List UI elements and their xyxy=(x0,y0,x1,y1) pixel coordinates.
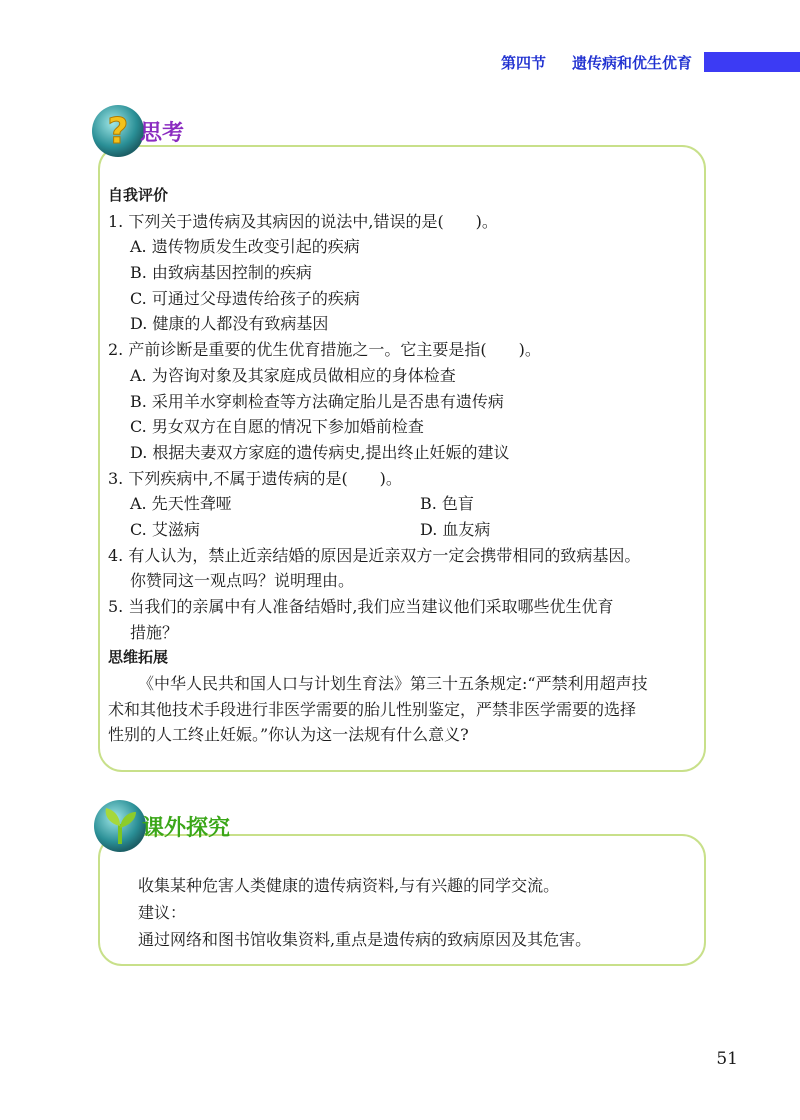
header-accent-bar xyxy=(704,52,800,72)
q1-stem: 1. 下列关于遗传病及其病因的说法中,错误的是( )。 xyxy=(108,211,498,231)
svg-text:?: ? xyxy=(107,111,129,152)
q3-option-d: D. 血友病 xyxy=(420,519,491,539)
q5-line-2: 措施？ xyxy=(130,622,179,642)
think-label: 思考 xyxy=(140,120,185,146)
section-number: 第四节 xyxy=(500,53,546,72)
suggest-text: 通过网络和图书馆收集资料,重点是遗传病的致病原因及其危害。 xyxy=(138,930,592,949)
q3-options-row-1 xyxy=(108,491,696,517)
q1-option-b: B. 由致病基因控制的疾病 xyxy=(130,263,312,283)
extend-line-1: 《中华人民共和国人口与计划生育法》第三十五条规定:“严禁利用超声技 xyxy=(138,674,648,694)
q3-stem: 3. 下列疾病中,不属于遗传病的是( )。 xyxy=(108,468,402,488)
page-number: 51 xyxy=(716,1049,738,1069)
q2-option-c: C. 男女双方在自愿的情况下参加婚前检查 xyxy=(130,417,424,437)
q2-stem: 2. 产前诊断是重要的优生优育措施之一。它主要是指( )。 xyxy=(108,340,541,360)
question-mark-icon xyxy=(90,103,146,159)
q1-option-a: A. 遗传物质发生改变引起的疾病 xyxy=(130,237,360,257)
extend-line-3: 性别的人工终止妊娠。”你认为这一法规有什么意义? xyxy=(108,725,469,745)
extend-line-2: 术和其他技术手段进行非医学需要的胎儿性别鉴定，严禁非医学需要的选择 xyxy=(108,699,637,719)
explore-label: 课外探究 xyxy=(142,815,231,841)
q1-option-d: D. 健康的人都没有致病基因 xyxy=(130,314,329,334)
explore-line-1: 收集某种危害人类健康的遗传病资料,与有兴趣的同学交流。 xyxy=(138,876,560,895)
explore-content xyxy=(138,872,591,953)
extend-heading: 思维拓展 xyxy=(108,648,169,667)
sprout-icon xyxy=(92,798,148,854)
q3-option-b: B. 色盲 xyxy=(420,494,474,514)
q2-option-a: A. 为咨询对象及其家庭成员做相应的身体检查 xyxy=(130,365,456,385)
q3-option-c: C. 艾滋病 xyxy=(130,519,200,539)
section-title: 遗传病和优生优育 xyxy=(571,53,692,72)
think-content xyxy=(108,183,696,748)
suggest-label: 建议： xyxy=(138,903,187,922)
q1-option-c: C. 可通过父母遗传给孩子的疾病 xyxy=(130,288,360,308)
think-badge xyxy=(90,103,184,159)
explore-badge xyxy=(92,798,230,854)
q4-line-1: 4. 有人认为，禁止近亲结婚的原因是近亲双方一定会携带相同的致病基因。 xyxy=(108,545,641,565)
q2-option-b: B. 采用羊水穿刺检查等方法确定胎儿是否患有遗传病 xyxy=(130,391,504,411)
q2-option-d: D. 根据夫妻双方家庭的遗传病史,提出终止妊娠的建议 xyxy=(130,442,510,462)
q4-line-2: 你赞同这一观点吗？说明理由。 xyxy=(130,571,355,591)
self-eval-heading: 自我评价 xyxy=(108,186,169,204)
q3-option-a: A. 先天性聋哑 xyxy=(130,494,232,514)
page-header xyxy=(501,50,800,74)
q3-options-row-2 xyxy=(108,517,696,543)
q5-line-1: 5. 当我们的亲属中有人准备结婚时,我们应当建议他们采取哪些优生优育 xyxy=(108,597,614,616)
